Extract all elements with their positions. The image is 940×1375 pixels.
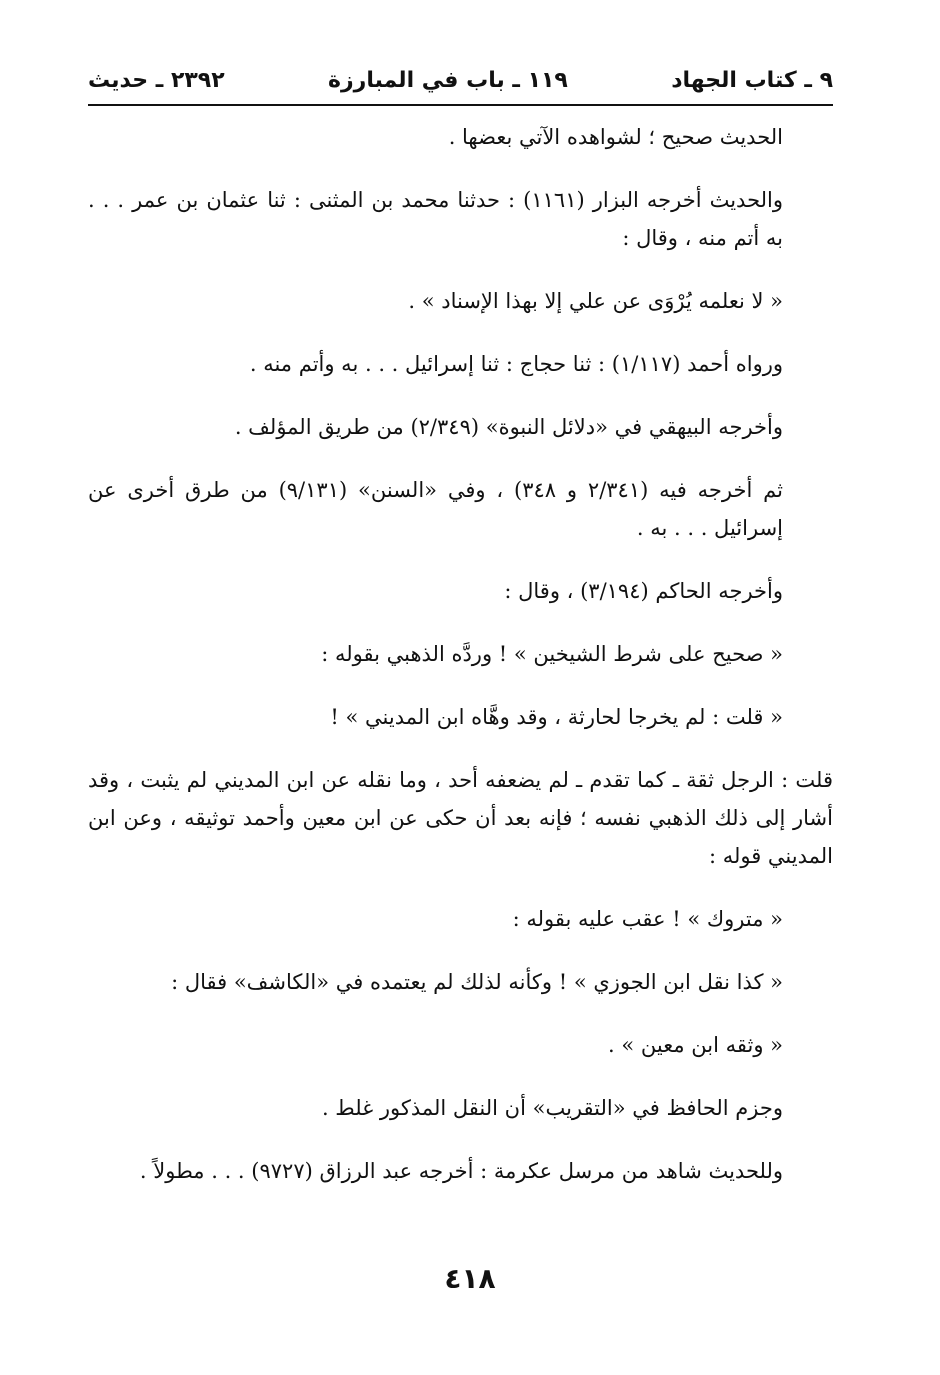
quote-paragraph: « متروك » ! عقب عليه بقوله :	[512, 907, 783, 931]
quote-paragraph: « وثقه ابن معين » .	[608, 1033, 783, 1057]
header-divider	[88, 104, 833, 106]
paragraph: وللحديث شاهد من مرسل عكرمة : أخرجه عبد الرزاق (٩٧٢٧) . . . مطولاً .	[139, 1159, 783, 1183]
paragraph: ثم أخرجه فيه (٢/٣٤١ و ٣٤٨) ، وفي «السنن» (٩/١٣١) من طرق أخرى عن إسرائيل . . . به .	[88, 478, 783, 540]
paragraph: وجزم الحافظ في «التقريب» أن النقل المذكور غلط .	[321, 1096, 783, 1120]
paragraph: قلت : الرجل ثقة ـ كما تقدم ـ لم يضعفه أحد ، وما نقله عن ابن المديني لم يثبت ، وقد أشار إلى ذلك الذهبي نفسه ؛ فإنه بعد أن حكى عن ابن معين وأحمد توثيقه ، وعن ابن المديني قوله :	[88, 768, 833, 868]
page-body	[88, 118, 833, 1215]
paragraph: والحديث أخرجه البزار (١١٦١) : حدثنا محمد بن المثنى : ثنا عثمان بن عمر . . . به أتم منه ، وقال :	[88, 188, 783, 250]
header-book-title: ٩ ـ كتاب الجهاد	[671, 67, 833, 93]
paragraph: وأخرجه البيهقي في «دلائل النبوة» (٢/٣٤٩) من طريق المؤلف .	[234, 415, 783, 439]
paragraph: ورواه أحمد (١/١١٧) : ثنا حجاج : ثنا إسرائيل . . . به وأتم منه .	[249, 352, 783, 376]
header-hadith-number: ٢٣٩٢ ـ حديث	[88, 67, 225, 93]
running-header	[88, 60, 833, 100]
page-number: ٤١٨	[444, 1262, 496, 1295]
quote-paragraph: « كذا نقل ابن الجوزي » ! وكأنه لذلك لم يعتمده في «الكاشف» فقال :	[171, 970, 783, 994]
paragraph: وأخرجه الحاكم (٣/١٩٤) ، وقال :	[504, 579, 783, 603]
quote-paragraph: « لا نعلمه يُرْوَى عن علي إلا بهذا الإسناد » .	[408, 289, 783, 313]
quote-paragraph: « صحيح على شرط الشيخين » ! وردَّه الذهبي بقوله :	[321, 642, 783, 666]
quote-paragraph: « قلت : لم يخرجا لحارثة ، وقد وهَّاه ابن المديني » !	[330, 705, 783, 729]
header-chapter-title: ١١٩ ـ باب في المبارزة	[328, 67, 568, 93]
paragraph: الحديث صحيح ؛ لشواهده الآتي بعضها .	[448, 125, 783, 149]
